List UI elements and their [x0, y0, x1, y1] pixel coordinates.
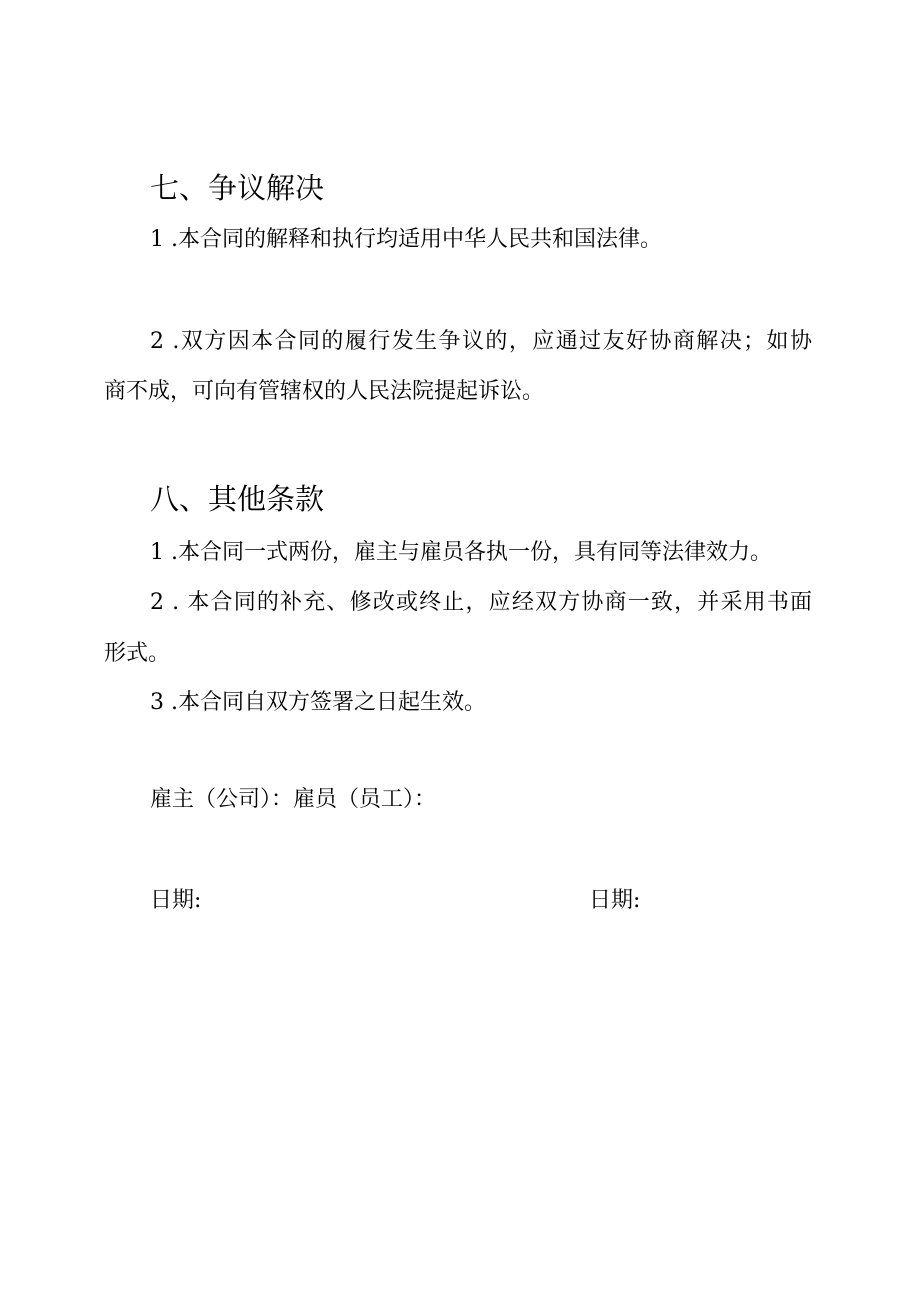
section-7-item-2-line-2: 商不成，可向有管辖权的人民法院提起诉讼。: [104, 379, 545, 404]
section-7-heading: 七、争议解决: [150, 171, 325, 205]
section-7-item-1: 1 .本合同的解释和执行均适用中华人民共和国法律。: [150, 227, 662, 252]
section-8-item-2-line-1: 2 . 本合同的补充、修改或终止，应经双方协商一致，并采用书面: [150, 590, 812, 615]
date-label-employer: 日期:: [150, 888, 202, 913]
section-8-heading: 八、其他条款: [150, 482, 325, 516]
date-label-employee: 日期:: [589, 888, 641, 913]
signature-parties-line: 雇主（公司）：雇员（员工）：: [150, 787, 437, 812]
section-7-item-2-line-1: 2 .双方因本合同的履行发生争议的，应通过友好协商解决；如协: [150, 329, 812, 354]
section-8-item-2-line-2: 形式。: [104, 641, 171, 666]
section-8-item-3: 3 .本合同自双方签署之日起生效。: [150, 690, 486, 715]
section-8-item-1: 1 .本合同一式两份，雇主与雇员各执一份，具有同等法律效力。: [150, 540, 772, 565]
